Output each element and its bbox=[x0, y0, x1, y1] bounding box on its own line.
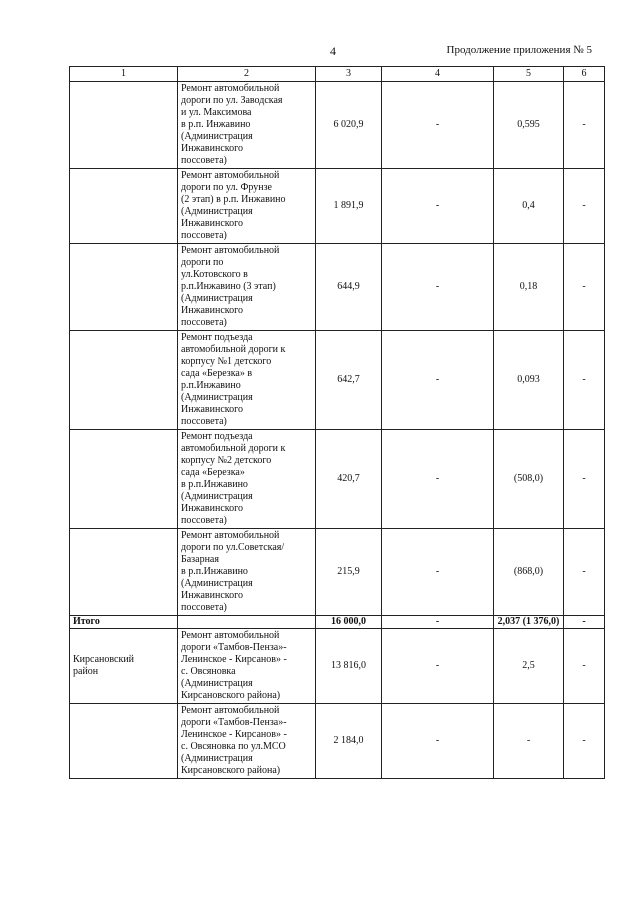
cell-district bbox=[70, 430, 178, 529]
cell-col4: - bbox=[382, 704, 494, 779]
cell-col4: - bbox=[382, 244, 494, 331]
cell-district: Кирсановский район bbox=[70, 629, 178, 704]
cell-project: Ремонт автомобильной дороги по ул.Советская/ Базарная в р.п.Инжавино (Администрация Инжавинского поссовета) bbox=[178, 529, 316, 616]
cell-col5: - bbox=[494, 704, 564, 779]
cell-district bbox=[70, 244, 178, 331]
cell-col5: 0,18 bbox=[494, 244, 564, 331]
cell-amount: 6 020,9 bbox=[316, 82, 382, 169]
cell-col5: 0,595 bbox=[494, 82, 564, 169]
cell-col4: - bbox=[382, 82, 494, 169]
cell-col6: - bbox=[564, 616, 605, 629]
cell-col6: - bbox=[564, 331, 605, 430]
cell-amount: 215,9 bbox=[316, 529, 382, 616]
cell-col4: - bbox=[382, 629, 494, 704]
cell-district bbox=[70, 169, 178, 244]
table-row bbox=[70, 629, 605, 704]
cell-district bbox=[70, 331, 178, 430]
cell-project: Ремонт автомобильной дороги по ул.Котовского в р.п.Инжавино (3 этап) (Администрация Инжавинского поссовета) bbox=[178, 244, 316, 331]
cell-district bbox=[70, 529, 178, 616]
column-header: 6 bbox=[564, 67, 605, 82]
cell-col4: - bbox=[382, 616, 494, 629]
table-row bbox=[70, 529, 605, 616]
table-row bbox=[70, 82, 605, 169]
cell-col4: - bbox=[382, 529, 494, 616]
cell-col5: 2,037 (1 376,0) bbox=[494, 616, 564, 629]
cell-project: Ремонт автомобильной дороги «Тамбов-Пенза»- Ленинское - Кирсанов» - с. Овсяновка по ул.МСО (Администрация Кирсановского района) bbox=[178, 704, 316, 779]
table-row bbox=[70, 430, 605, 529]
cell-district bbox=[70, 82, 178, 169]
cell-project: Ремонт автомобильной дороги «Тамбов-Пенза»- Ленинское - Кирсанов» - с. Овсяновка (Администрация Кирсановского района) bbox=[178, 629, 316, 704]
cell-amount: 642,7 bbox=[316, 331, 382, 430]
cell-col4: - bbox=[382, 430, 494, 529]
cell-district bbox=[70, 704, 178, 779]
page-number: 4 bbox=[330, 44, 336, 58]
cell-col6: - bbox=[564, 169, 605, 244]
table-row bbox=[70, 244, 605, 331]
cell-col6: - bbox=[564, 704, 605, 779]
cell-col5: (868,0) bbox=[494, 529, 564, 616]
cell-col5: (508,0) bbox=[494, 430, 564, 529]
table-row bbox=[70, 169, 605, 244]
table-row bbox=[70, 331, 605, 430]
cell-col6: - bbox=[564, 629, 605, 704]
cell-col5: 2,5 bbox=[494, 629, 564, 704]
cell-col6: - bbox=[564, 529, 605, 616]
cell-amount: 644,9 bbox=[316, 244, 382, 331]
cell-col6: - bbox=[564, 430, 605, 529]
cell-amount: 16 000,0 bbox=[316, 616, 382, 629]
column-header: 1 bbox=[70, 67, 178, 82]
cell-col5: 0,093 bbox=[494, 331, 564, 430]
cell-amount: 420,7 bbox=[316, 430, 382, 529]
cell-col5: 0,4 bbox=[494, 169, 564, 244]
cell-project: Ремонт автомобильной дороги по ул. Фрунзе (2 этап) в р.п. Инжавино (Администрация Инжавинского поссовета) bbox=[178, 169, 316, 244]
cell-col4: - bbox=[382, 169, 494, 244]
header-row bbox=[70, 67, 605, 82]
cell-project: Ремонт подъезда автомобильной дороги к корпусу №2 детского сада «Березка» в р.п.Инжавино (Администрация Инжавинского поссовета) bbox=[178, 430, 316, 529]
cell-amount: 13 816,0 bbox=[316, 629, 382, 704]
cell-amount: 2 184,0 bbox=[316, 704, 382, 779]
cell-col6: - bbox=[564, 82, 605, 169]
cell-project bbox=[178, 616, 316, 629]
column-header: 3 bbox=[316, 67, 382, 82]
data-table bbox=[69, 66, 605, 779]
total-row bbox=[70, 616, 605, 629]
column-header: 2 bbox=[178, 67, 316, 82]
cell-amount: 1 891,9 bbox=[316, 169, 382, 244]
page-subtitle: Продолжение приложения № 5 bbox=[446, 44, 592, 56]
column-header: 4 bbox=[382, 67, 494, 82]
cell-project: Ремонт автомобильной дороги по ул. Заводская и ул. Максимова в р.п. Инжавино (Администрация Инжавинского поссовета) bbox=[178, 82, 316, 169]
cell-district: Итого bbox=[70, 616, 178, 629]
cell-col4: - bbox=[382, 331, 494, 430]
column-header: 5 bbox=[494, 67, 564, 82]
cell-project: Ремонт подъезда автомобильной дороги к корпусу №1 детского сада «Березка» в р.п.Инжавино (Администрация Инжавинского поссовета) bbox=[178, 331, 316, 430]
table-row bbox=[70, 704, 605, 779]
cell-col6: - bbox=[564, 244, 605, 331]
